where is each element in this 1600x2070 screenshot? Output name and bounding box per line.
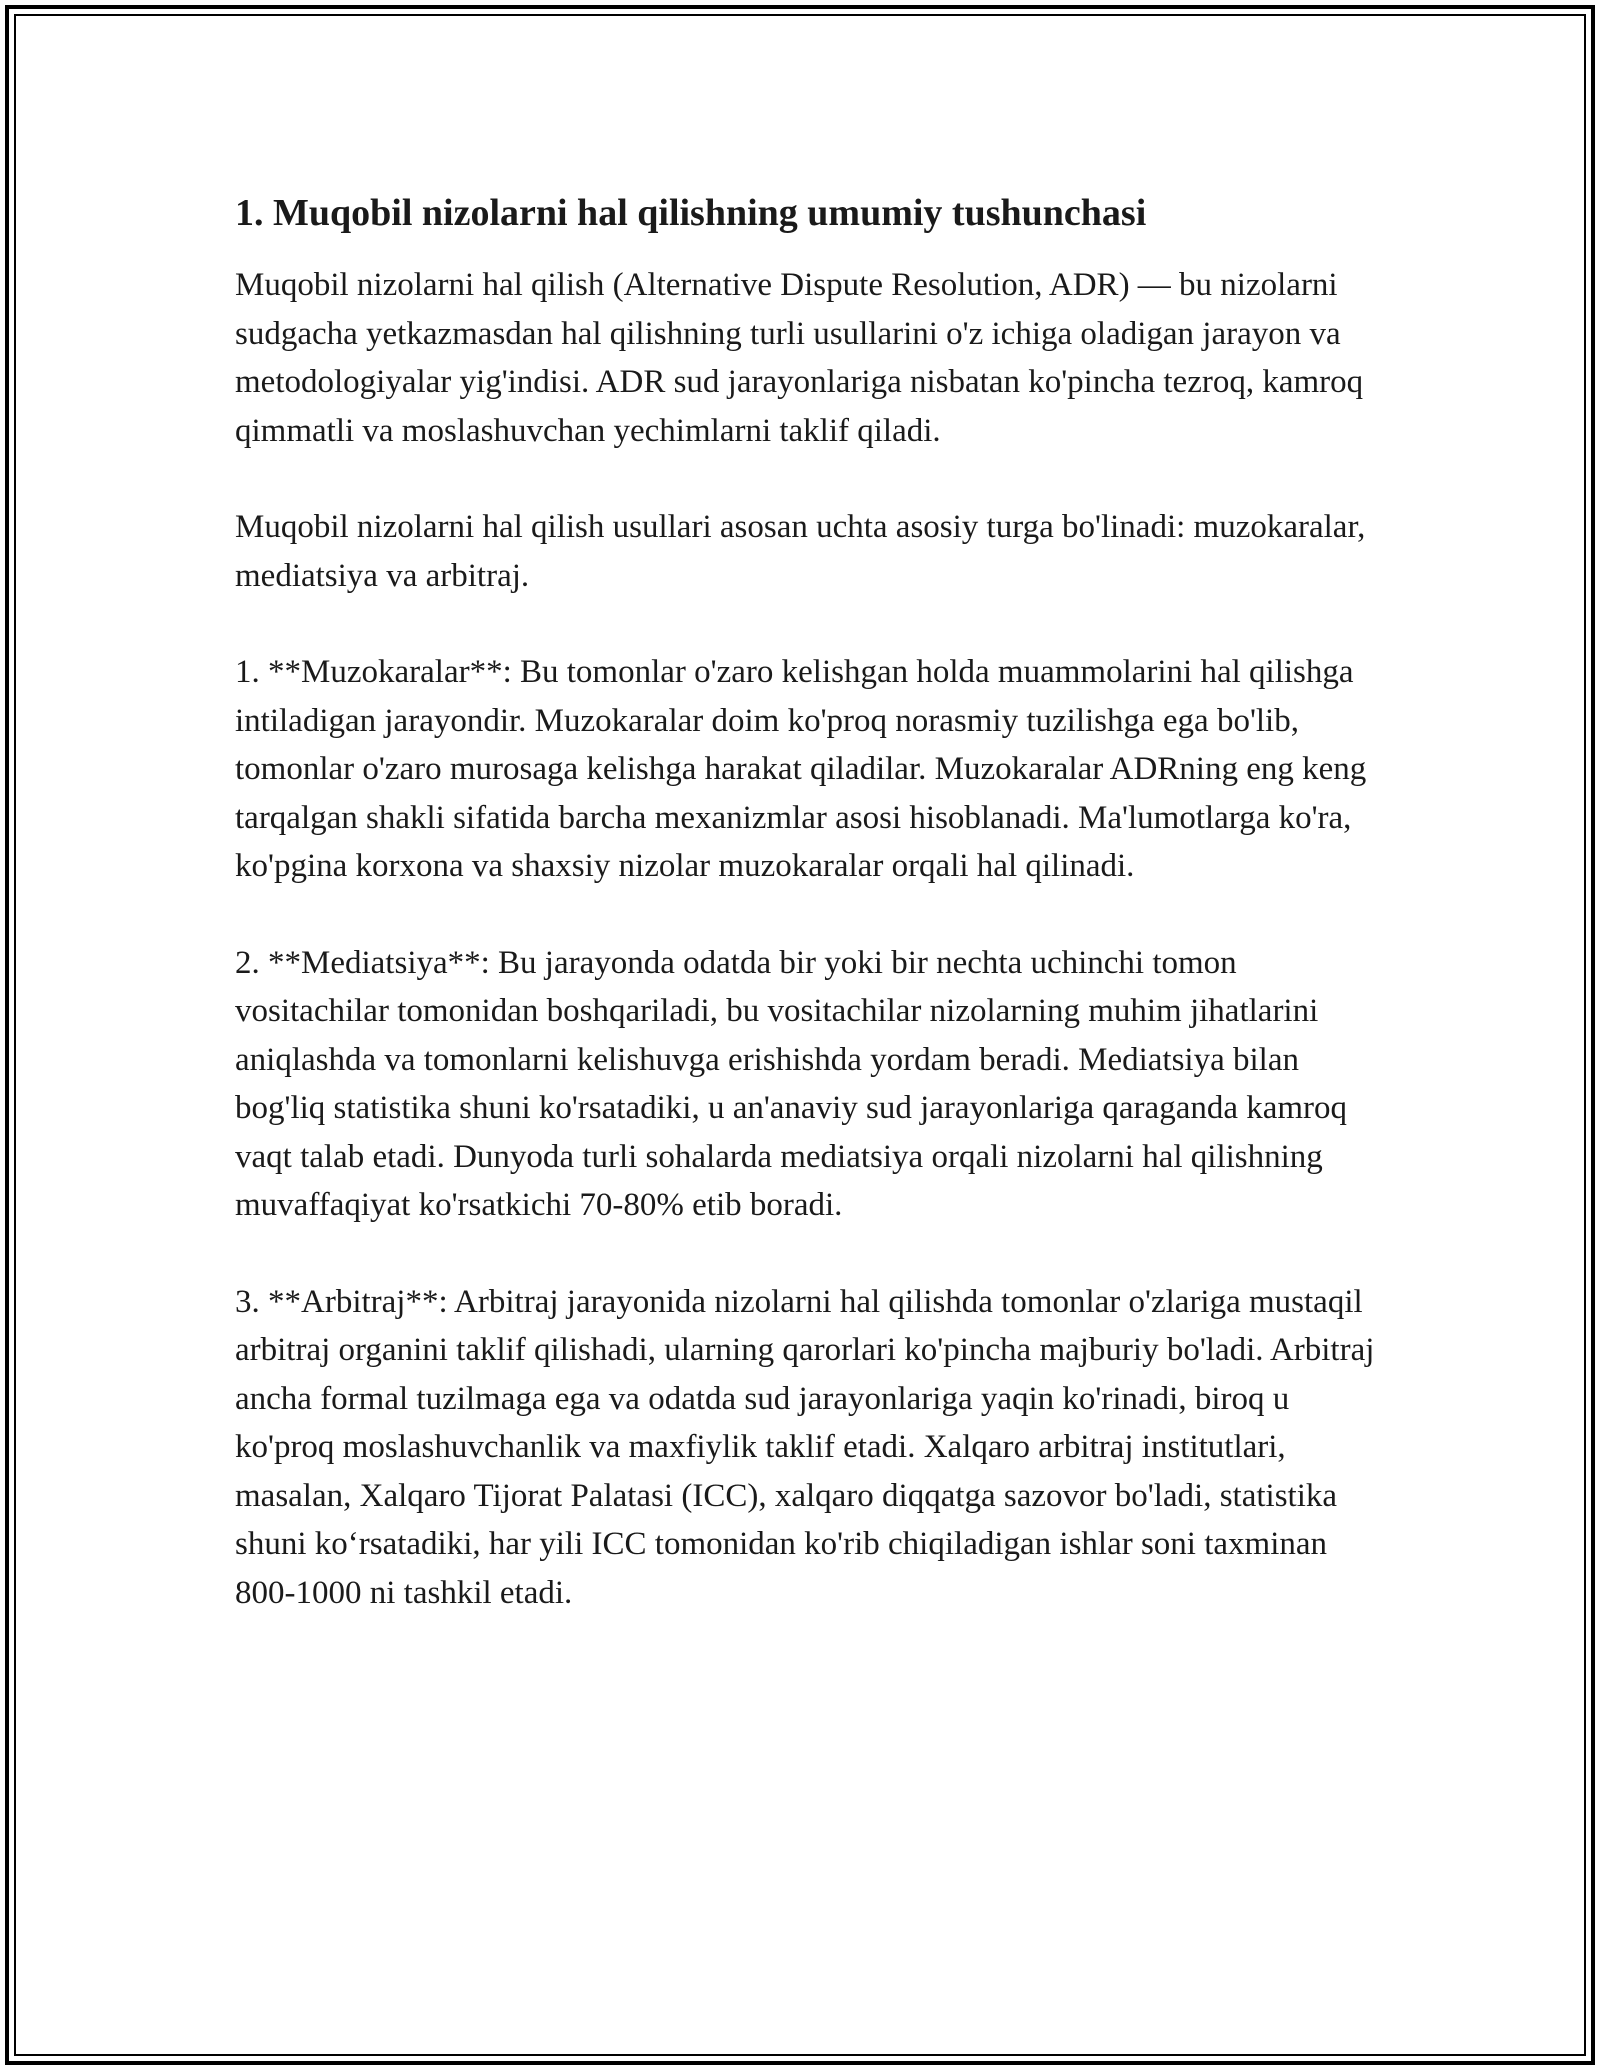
paragraph-intro: Muqobil nizolarni hal qilish (Alternative Dispute Resolution, ADR) — bu nizolarni sudgacha yetkazmasdan hal qilishning turli usullarini o'z ichiga oladigan jarayon va metodologiyalar yig'indisi. ADR sud jarayonlariga nisbatan ko'pincha tezroq, kamroq qimmatli va moslashuvchan yechimlarni taklif qiladi. (235, 267, 1364, 449)
paragraph-arbitration: 3. **Arbitraj**: Arbitraj jarayonida nizolarni hal qilishda tomonlar o'zlariga mustaqil arbitraj organini taklif qilishadi, ularning qarorlari ko'pincha majburiy bo'ladi. Arbitraj ancha formal tuzilmaga ega va odatda sud jarayonlariga yaqin ko'rinadi, biroq u ko'proq moslashuvchanlik va maxfiylik taklif etadi. Xalqaro arbitraj institutlari, masalan, Xalqaro Tijorat Palatasi (ICC), xalqaro diqqatga sazovor bo'ladi, statistika shuni ko‘rsatadiki, har yili ICC tomonidan ko'rib chiqiladigan ishlar soni taxminan 800-1000 ni tashkil etadi. (235, 1283, 1375, 1611)
paragraph-negotiation: 1. **Muzokaralar**: Bu tomonlar o'zaro kelishgan holda muammolarini hal qilishga intiladigan jarayondir. Muzokaralar doim ko'proq norasmiy tuzilishga ega bo'lib, tomonlar o'zaro murosaga kelishga harakat qiladilar. Muzokaralar ADRning eng keng tarqalgan shakli sifatida barcha mexanizmlar asosi hisoblanadi. Ma'lumotlarga ko'ra, ko'pgina korxona va shaxsiy nizolar muzokaralar orqali hal qilinadi. (235, 654, 1367, 884)
paragraph-types: Muqobil nizolarni hal qilish usullari asosan uchta asosiy turga bo'linadi: muzokaralar, mediatsiya va arbitraj. (235, 509, 1366, 594)
section-heading: 1. Muqobil nizolarni hal qilishning umumiy tushunchasi (235, 192, 1147, 234)
document-body (235, 185, 1375, 1665)
paragraph-mediation: 2. **Mediatsiya**: Bu jarayonda odatda bir yoki bir nechta uchinchi tomon vositachilar tomonidan boshqariladi, bu vositachilar nizolarning muhim jihatlarini aniqlashda va tomonlarni kelishuvga erishishda yordam beradi. Mediatsiya bilan bog'liq statistika shuni ko'rsatadiki, u an'anaviy sud jarayonlariga qaraganda kamroq vaqt talab etadi. Dunyoda turli sohalarda mediatsiya orqali nizolarni hal qilishning muvaffaqiyat ko'rsatkichi 70-80% etib boradi. (235, 944, 1348, 1223)
